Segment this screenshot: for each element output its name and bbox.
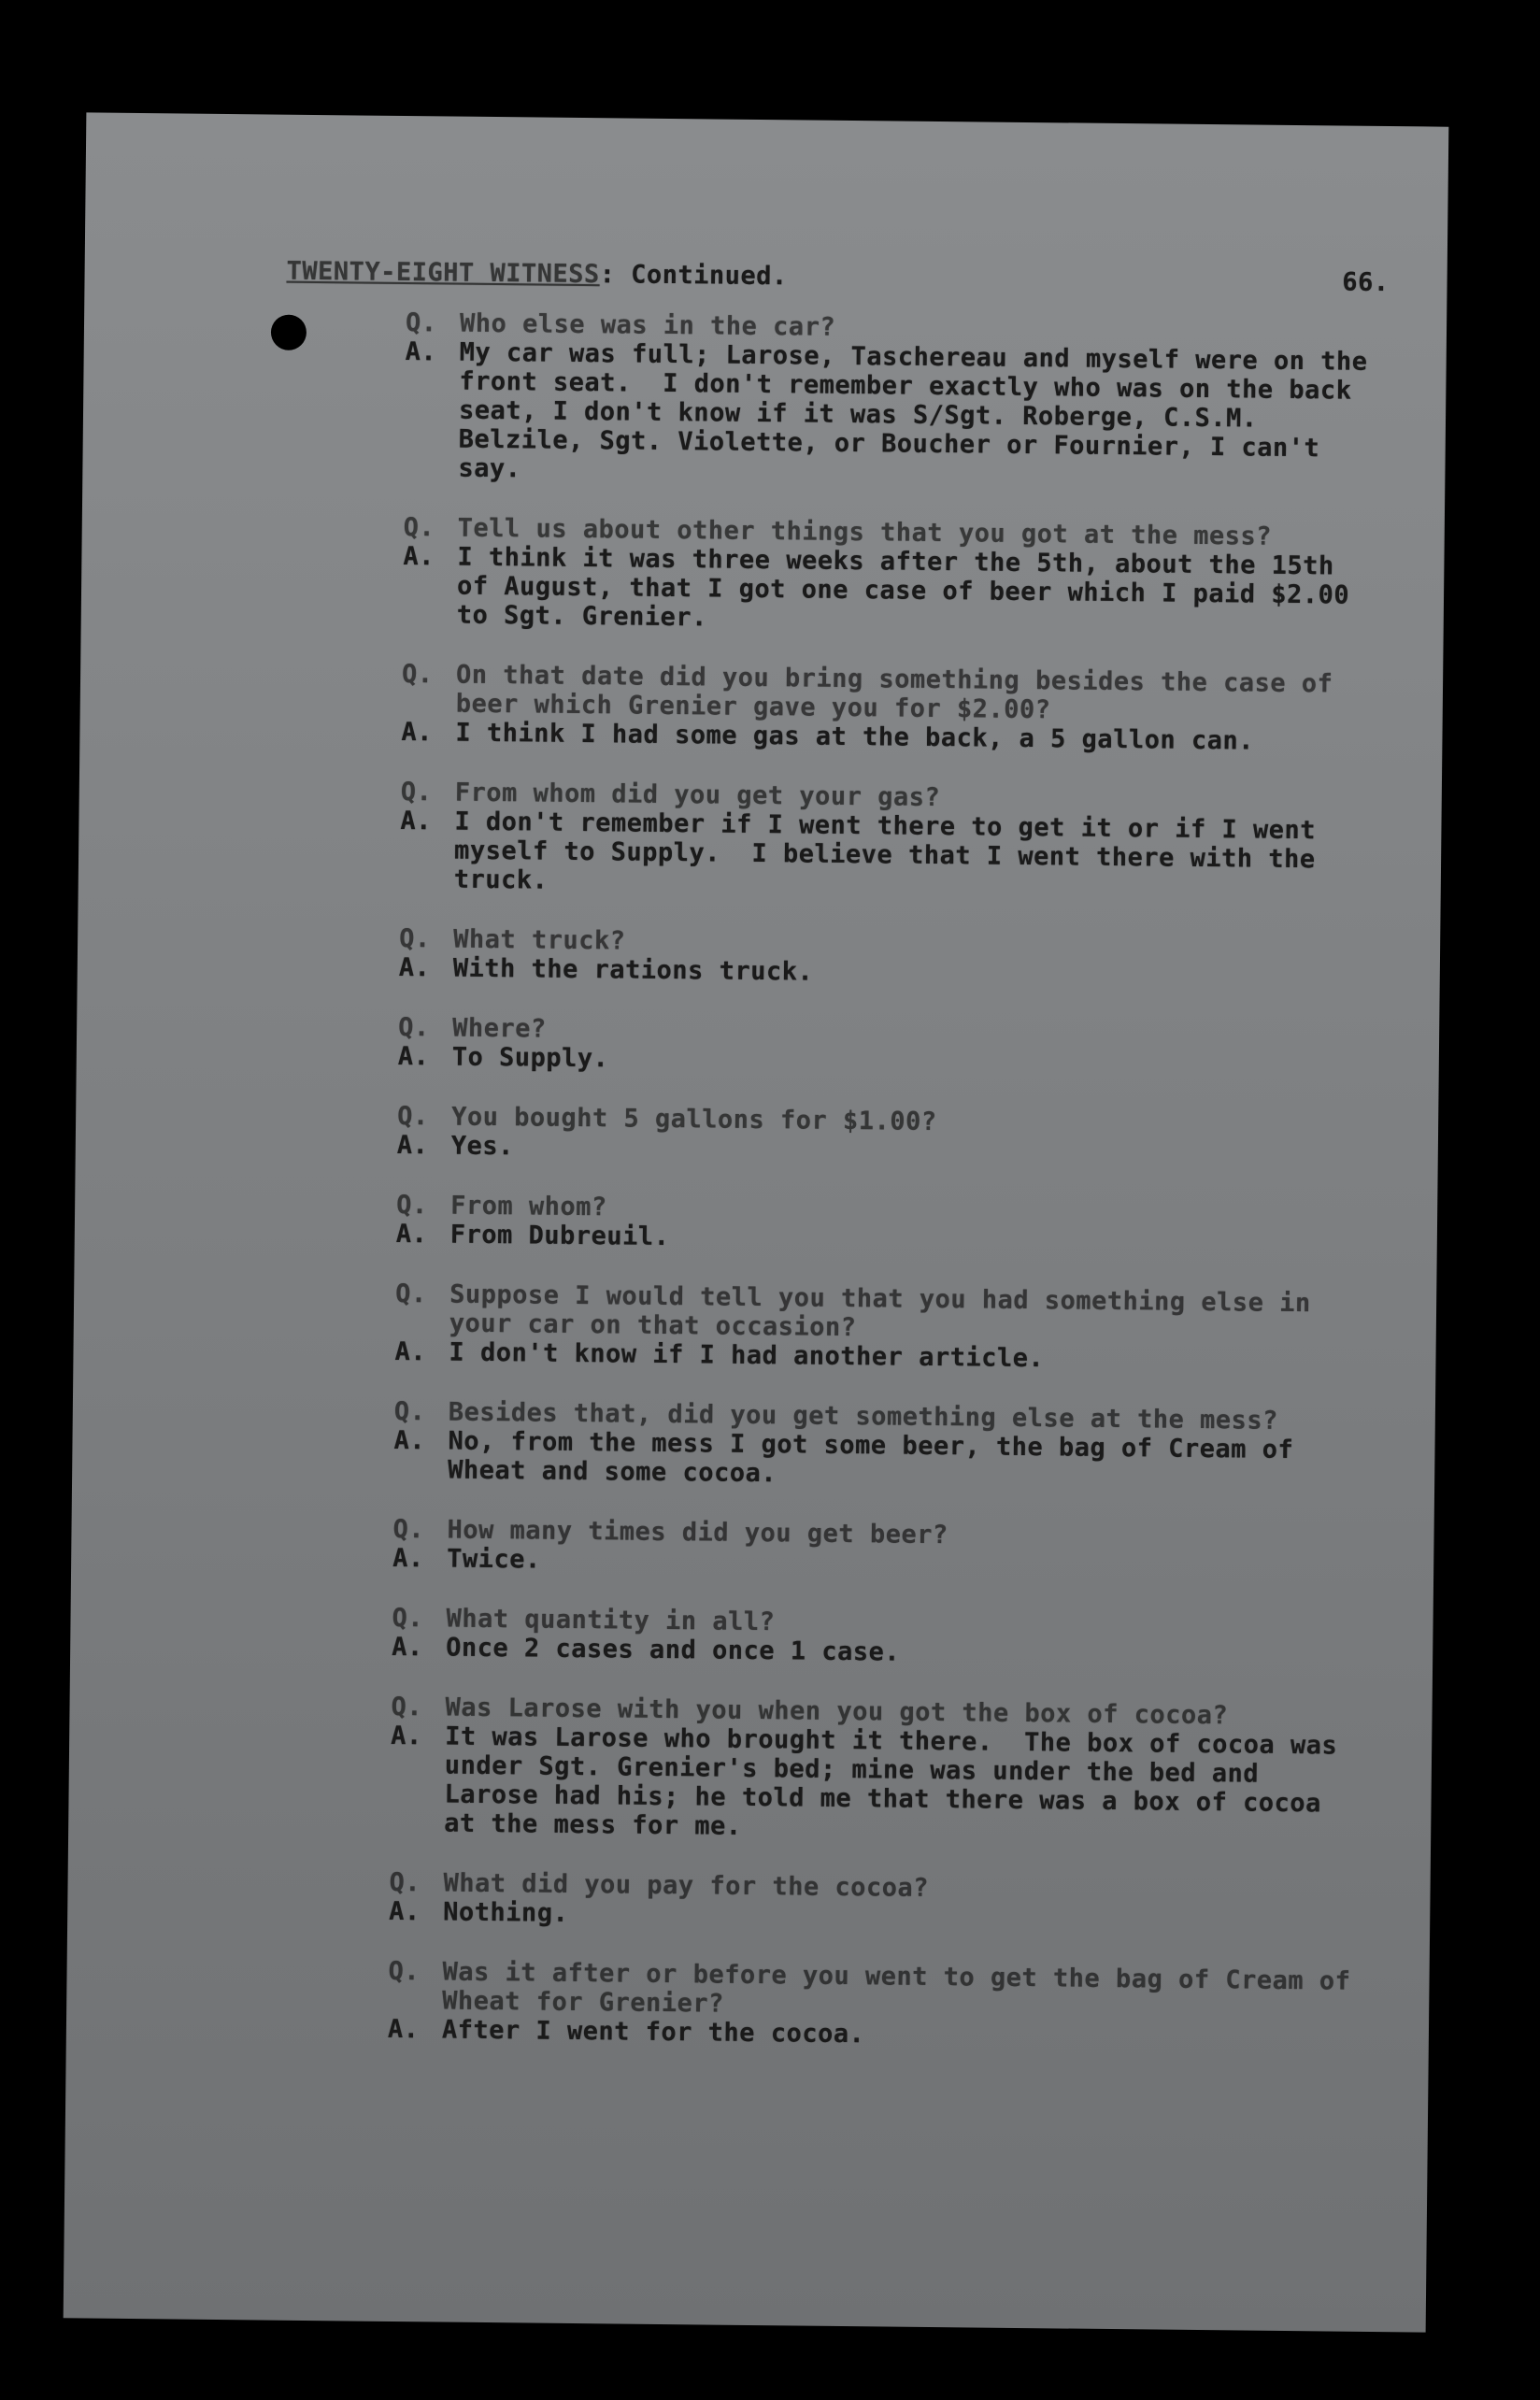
question-text: How many times did you get beer?	[447, 1515, 948, 1550]
answer-text: Yes.	[450, 1131, 515, 1162]
answer-marker: A.	[387, 2014, 420, 2045]
qa-entry	[401, 660, 1374, 757]
answer-line	[404, 337, 1384, 493]
qa-entry	[392, 1515, 1365, 1583]
answer-marker: A.	[395, 1219, 428, 1250]
answer-text: I don't know if I had another article.	[449, 1337, 1045, 1374]
answer-text: With the rations truck.	[452, 953, 814, 987]
answer-text: Once 2 cases and once 1 case.	[446, 1633, 901, 1667]
answer-text: To Supply.	[451, 1042, 609, 1074]
question-text: Where?	[451, 1013, 547, 1044]
answer-text: Nothing.	[443, 1897, 569, 1928]
question-line	[388, 1956, 1367, 2025]
question-text: On that date did you bring something besides the case of beer which Grenier gave you for $2.00?	[455, 660, 1349, 725]
question-marker: Q.	[396, 1190, 428, 1221]
answer-marker: A.	[398, 952, 431, 983]
qa-entry	[400, 778, 1373, 904]
question-text: Besides that, did you get something else at the mess?	[448, 1397, 1279, 1436]
qa-list	[387, 308, 1384, 2085]
qa-entry	[403, 513, 1376, 639]
answer-marker: A.	[392, 1543, 424, 1574]
question-marker: Q.	[398, 923, 431, 954]
answer-text: No, from the mess I got some beer, the bag of Cream of Wheat and some cocoa.	[448, 1426, 1310, 1489]
question-marker: Q.	[395, 1279, 427, 1309]
answer-text: It was Larose who brought it there. The box of cocoa was under Sgt. Grenier's bed; mine was under the bed and Larose had his; he told me that there was a box of cocoa at the mess for me.	[444, 1721, 1354, 1841]
header-suffix: : Continued.	[599, 260, 788, 292]
answer-marker: A.	[394, 1336, 427, 1367]
qa-entry	[404, 308, 1384, 493]
question-text: What did you pay for the cocoa?	[443, 1868, 930, 1903]
qa-entry	[389, 1868, 1362, 1936]
question-text: What quantity in all?	[446, 1604, 776, 1637]
qa-entry	[394, 1279, 1367, 1377]
question-text: From whom did you get your gas?	[454, 778, 941, 813]
question-text: Suppose I would tell you that you had something else in your car on that occasion?	[449, 1279, 1327, 1343]
question-text: You bought 5 gallons for $1.00?	[451, 1102, 937, 1137]
answer-text: My car was full; Larose, Taschereau and myself were on the front seat. I don't remember exactly who was on the back seat, I don't know if it was S/Sgt. Roberge, C.S.M. Belzile, Sgt. Violette, or Boucher or Fournier, I can't say.	[458, 337, 1384, 484]
answer-marker: A.	[397, 1041, 430, 1072]
qa-entry	[392, 1604, 1364, 1672]
question-marker: Q.	[403, 513, 435, 543]
question-marker: Q.	[388, 1956, 421, 1987]
question-marker: Q.	[398, 1012, 430, 1043]
question-marker: Q.	[405, 308, 437, 338]
answer-text: I don't remember if I went there to get it or if I went myself to Supply. I believe that I went there with the truck.	[453, 807, 1332, 895]
question-text: Tell us about other things that you got at the mess?	[457, 513, 1273, 551]
question-marker: Q.	[397, 1101, 429, 1132]
page-number: 66.	[1342, 267, 1390, 298]
answer-line	[403, 542, 1376, 639]
answer-text: I think it was three weeks after the 5th, about the 15th of August, that I got one case of beer which I paid $2.00 to Sgt. Grenier.	[456, 542, 1366, 633]
question-marker: Q.	[389, 1867, 421, 1898]
qa-entry	[397, 1102, 1370, 1170]
punch-hole	[271, 315, 307, 350]
page-header	[286, 257, 1389, 297]
header-title: TWENTY-EIGHT WITNESS	[286, 256, 600, 290]
qa-entry	[398, 1013, 1371, 1081]
answer-marker: A.	[392, 1632, 423, 1663]
question-line	[402, 660, 1375, 728]
question-text: What truck?	[452, 924, 626, 956]
qa-entry	[396, 1191, 1369, 1259]
question-marker: Q.	[400, 777, 433, 807]
question-text: Who else was in the car?	[459, 308, 836, 342]
question-marker: Q.	[393, 1396, 426, 1427]
answer-line	[393, 1426, 1366, 1494]
question-text: Was it after or before you went to get the bag of Cream of Wheat for Grenier?	[442, 1957, 1367, 2019]
answer-line	[390, 1721, 1362, 1848]
question-text: From whom?	[450, 1191, 607, 1222]
qa-entry	[390, 1693, 1363, 1848]
answer-marker: A.	[401, 717, 434, 748]
answer-marker: A.	[389, 1896, 421, 1927]
question-marker: Q.	[392, 1603, 424, 1634]
answer-line	[400, 807, 1373, 904]
answer-text: Twice.	[447, 1544, 541, 1575]
qa-entry	[399, 924, 1372, 993]
answer-text: I think I had some gas at the back, a 5 gallon can.	[455, 718, 1255, 756]
answer-text: After I went for the cocoa.	[441, 2015, 865, 2050]
document-page	[64, 112, 1449, 2332]
question-line	[395, 1279, 1368, 1348]
answer-marker: A.	[400, 806, 433, 836]
qa-entry	[387, 1956, 1367, 2054]
answer-marker: A.	[396, 1130, 429, 1161]
qa-entry	[393, 1397, 1366, 1494]
question-text: Was Larose with you when you got the box of cocoa?	[445, 1693, 1229, 1731]
question-marker: Q.	[391, 1692, 423, 1722]
answer-marker: A.	[405, 337, 437, 367]
question-marker: Q.	[401, 660, 434, 690]
answer-marker: A.	[403, 542, 435, 572]
answer-marker: A.	[391, 1721, 422, 1751]
question-marker: Q.	[392, 1514, 425, 1545]
answer-text: From Dubreuil.	[449, 1220, 670, 1252]
answer-marker: A.	[393, 1425, 426, 1456]
